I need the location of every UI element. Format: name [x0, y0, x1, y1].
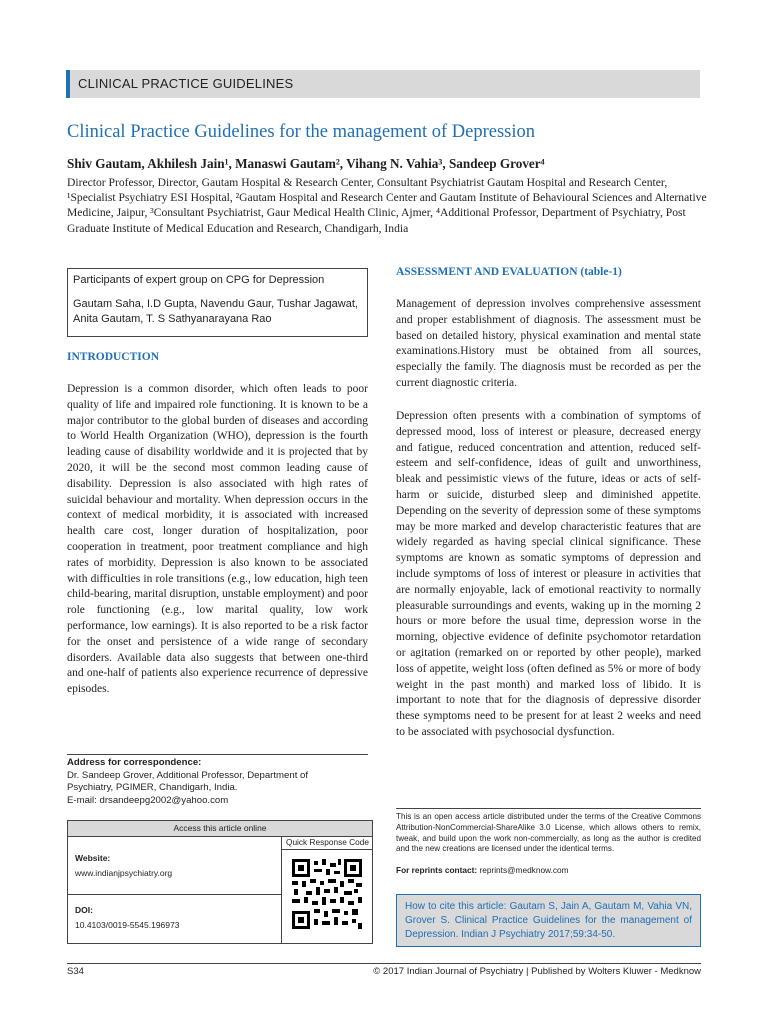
access-divider: [68, 894, 281, 895]
correspondence-block: [67, 757, 368, 808]
access-online-box: [67, 820, 373, 944]
assessment-heading: ASSESSMENT AND EVALUATION (table-1): [396, 266, 622, 278]
participants-heading: Participants of expert group on CPG for Depression: [73, 274, 325, 286]
qr-code-icon[interactable]: [292, 859, 362, 929]
correspondence-email[interactable]: E-mail: drsandeepg2002@yahoo.com: [67, 795, 229, 807]
introduction-heading: INTRODUCTION: [67, 351, 160, 363]
correspondence-line: Psychiatry, PGIMER, Chandigarh, India.: [67, 782, 238, 794]
journal-credit: © 2017 Indian Journal of Psychiatry | Published by Wolters Kluwer - Medknow: [373, 966, 701, 977]
correspondence-heading: Address for correspondence:: [67, 757, 202, 768]
assessment-paragraph-1: Management of depression involves comprehensive assessment and proper establishment of diagnosis. The assessment must be based on detailed history, physical examination and mental state examinations.History must be obtained from all sources, especially the family. The diagnosis must be recorded as per the current diagnostic criteria.: [396, 298, 701, 389]
doi-label: DOI:: [75, 905, 93, 915]
section-banner-label: CLINICAL PRACTICE GUIDELINES: [78, 76, 294, 91]
doi-value[interactable]: 10.4103/0019-5545.196973: [75, 920, 180, 930]
article-title: Clinical Practice Guidelines for the management of Depression: [67, 122, 536, 142]
participants-box: [67, 268, 368, 337]
article-authors: Shiv Gautam, Akhilesh Jain¹, Manaswi Gautam², Vihang N. Vahia³, Sandeep Grover⁴: [67, 156, 545, 171]
assessment-paragraph-2: Depression often presents with a combination of symptoms of depressed mood, loss of interest or pleasure, decreased energy and fatigue, reduced concentration and attention, reduced self-esteem and self-confidence, ideas of guilt and unworthiness, bleak and pessimistic views of the future, ideas or acts of self-harm or suicide, disturbed sleep and diminished appetite. Depending on the severity of depression some of these symptoms may be more marked and develop characteristic features that are widely regarded as having special clinical significance. These symptoms are known as somatic symptoms of depression and include symptoms of loss of interest or pleasure in activities that are normally enjoyable, lack of emotional reactivity to normally pleasurable surroundings and events, waking up in the morning 2 hours or more before the usual time, depression worse in the morning, objective evidence of definite psychomotor retardation or agitation (remarked on or reported by other people), marked loss of appetite, weight loss (often defined as 5% or more of body weight in the past month) and marked loss of libido. It is important to note that for the diagnosis of depressive disorder these symptoms need to be present for at least 2 weeks and need to be associated with psychosocial dysfunction.: [396, 410, 701, 738]
correspondence-divider: [67, 754, 368, 755]
author-affiliations: Director Professor, Director, Gautam Hospital & Research Center, Consultant Psychiatrist Gautam Hospital and Research Center, ¹Specialist Psychiatry ESI Hospital, ²Gautam Hospital and Research Center and Gautam Institute of Behavioural Sciences and Alternative Medicine, Jaipur, ³Consultant Psychiatrist, Gaur Medical Health Clinic, Ajmer, ⁴Additional Professor, Department of Psychiatry, Post Graduate Institute of Medical Education and Research, Chandigarh, India: [67, 176, 707, 235]
page-number: S34: [67, 966, 84, 977]
banner-accent-bar: [66, 70, 70, 98]
qr-label: Quick Response Code: [282, 836, 373, 850]
access-heading: Access this article online: [68, 821, 372, 837]
website-label: Website:: [75, 853, 111, 863]
website-link[interactable]: www.indianjpsychiatry.org: [75, 868, 173, 878]
citation-box: How to cite this article: Gautam S, Jain A, Gautam M, Vahia VN, Grover S. Clinical Practice Guidelines for the management of Depression. Indian J Psychiatry 2017;59:34-50.: [396, 894, 701, 947]
reprints-label: For reprints contact:: [396, 865, 478, 875]
participants-names: Gautam Saha, I.D Gupta, Navendu Gaur, Tushar Jagawat, Anita Gautam, T. S Sathyanarayana Rao: [73, 297, 358, 325]
reprints-email[interactable]: reprints@medknow.com: [479, 865, 569, 875]
qr-column: [281, 836, 373, 943]
correspondence-line: Dr. Sandeep Grover, Additional Professor, Department of: [67, 769, 309, 781]
license-divider: [396, 808, 701, 809]
introduction-text: Depression is a common disorder, which often leads to poor quality of life and impaired role functioning. It is known to be a major contributor to the global burden of diseases and according to World Health Organization (WHO), depression is the fourth leading cause of disability worldwide and it is projected that by 2020, it will be the second most common leading cause of disability. Depression is also associated with high rates of suicidal behaviour and mortality. When depression occurs in the context of medical morbidity, it is associated with increased health care cost, longer duration of hospitalization, poor cooperation in treatment, poor treatment compliance and high rates of morbidity. Depression is also known to be associated with difficulties in role transitions (e.g., low education, high teen child-bearing, marital disruption, unstable employment) and poor role functioning (e.g., low marital quality, low work performance, low earnings). It is also reported to be a risk factor for the onset and persistence of a wide range of secondary disorders. Available data also suggests that between one-third and one-half of patients also experience recurrence of depressive episodes.: [67, 383, 368, 696]
footer-divider: [67, 963, 701, 964]
license-text: This is an open access article distributed under the terms of the Creative Commons Attribution-NonCommercial-ShareAlike 3.0 License, which allows others to remix, tweak, and build upon the work non-commercially, as long as the author is credited and the new creations are licensed under the identical terms.: [396, 812, 701, 854]
reprints-line: [396, 865, 569, 875]
